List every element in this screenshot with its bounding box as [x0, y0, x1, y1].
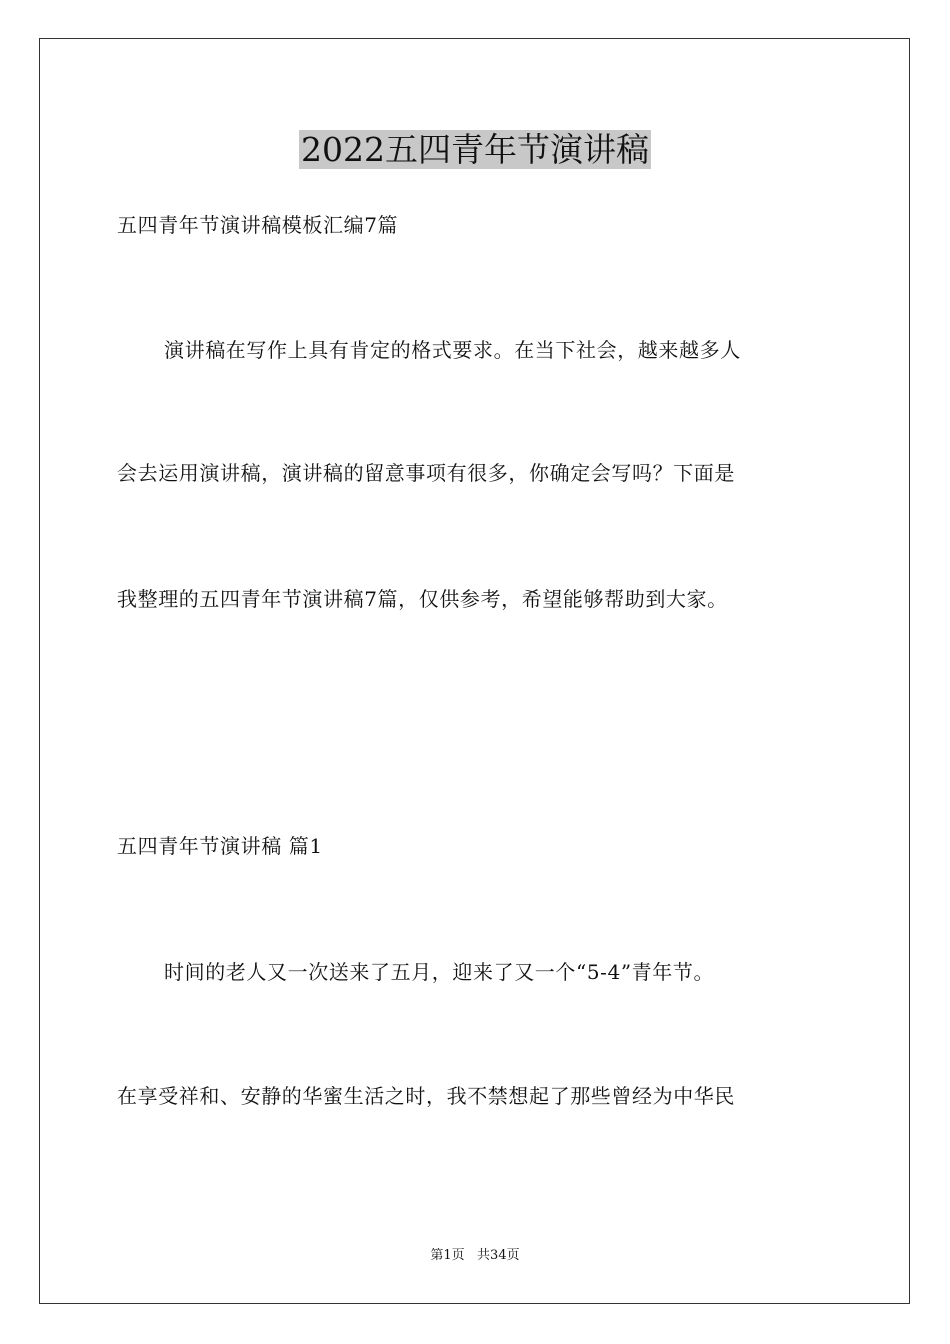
section-line-2: 在享受祥和、安静的华蜜生活之时，我不禁想起了那些曾经为中华民 — [117, 1084, 735, 1108]
page-footer — [0, 1247, 950, 1265]
section-heading: 五四青年节演讲稿 篇1 — [117, 834, 323, 858]
intro-line-1: 演讲稿在写作上具有肯定的格式要求。在当下社会，越来越多人 — [164, 338, 741, 362]
intro-line-3: 我整理的五四青年节演讲稿7篇，仅供参考，希望能够帮助到大家。 — [117, 587, 728, 611]
section-line-1: 时间的老人又一次送来了五月，迎来了又一个“5-4”青年节。 — [164, 960, 715, 984]
intro-line-2: 会去运用演讲稿，演讲稿的留意事项有很多，你确定会写吗？下面是 — [117, 461, 735, 485]
page-number-label: 第1页 共34页 — [430, 1248, 520, 1263]
document-title — [0, 128, 950, 172]
document-title-text: 2022五四青年节演讲稿 — [301, 130, 649, 169]
document-subtitle: 五四青年节演讲稿模板汇编7篇 — [117, 213, 399, 237]
